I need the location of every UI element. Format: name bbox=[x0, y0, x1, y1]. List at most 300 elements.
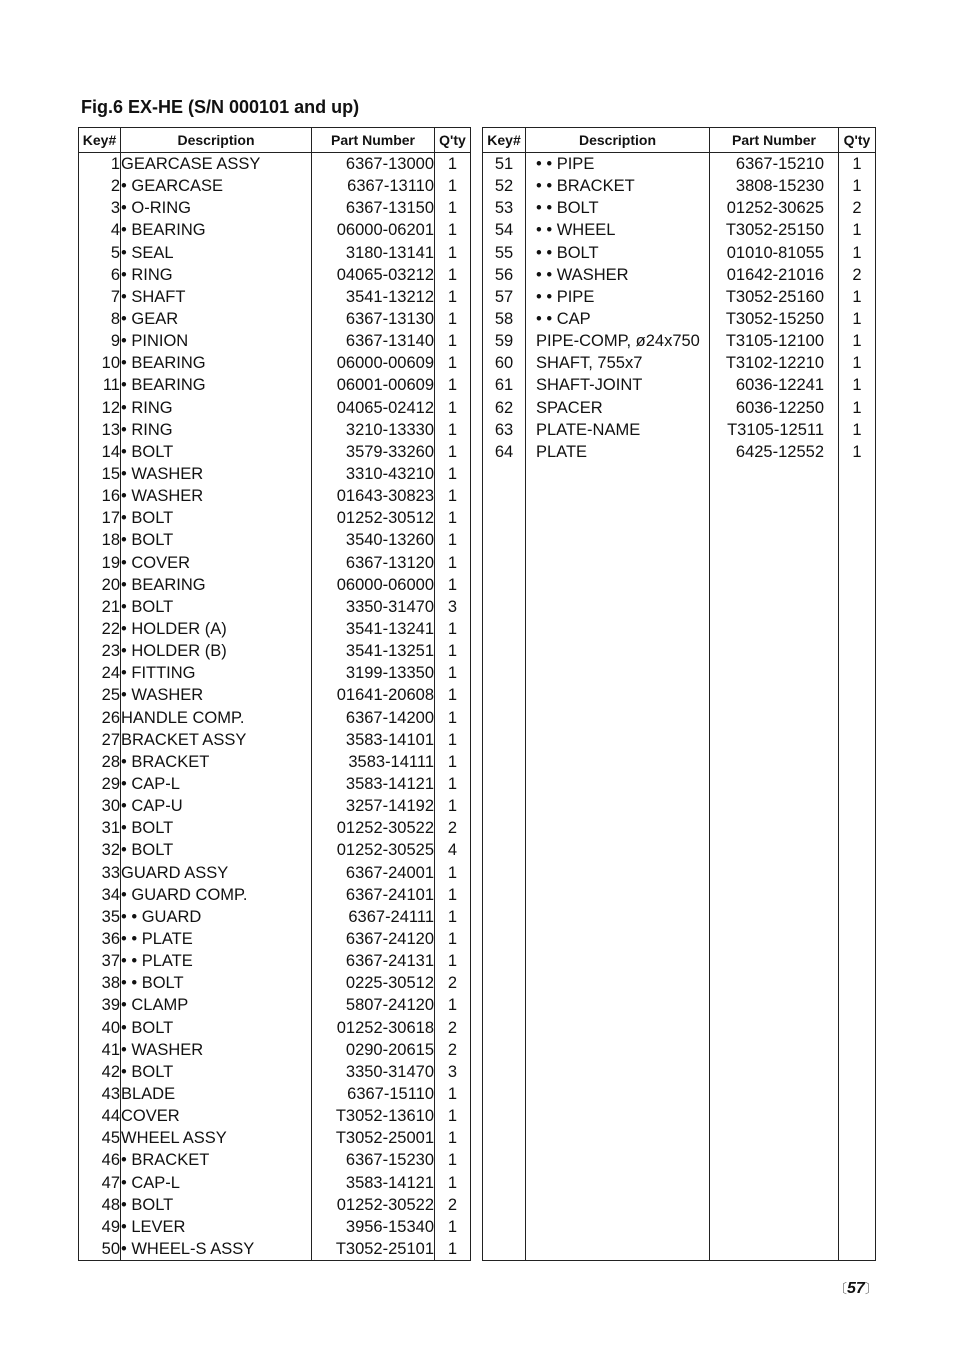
description-cell: • SEAL bbox=[121, 242, 312, 264]
key-cell: 33 bbox=[79, 862, 121, 884]
description-cell: PLATE bbox=[526, 441, 710, 463]
part-number-cell: 3579-33260 bbox=[312, 441, 435, 463]
page-bracket-close: 〕 bbox=[864, 1281, 878, 1296]
description-cell: • O-RING bbox=[121, 197, 312, 219]
part-number-cell: 3257-14192 bbox=[312, 795, 435, 817]
part-number-cell: 06000-00609 bbox=[312, 352, 435, 374]
table-row bbox=[79, 1061, 471, 1083]
description-cell: COVER bbox=[121, 1105, 312, 1127]
table-row bbox=[483, 397, 876, 419]
page-number-value: 57 bbox=[847, 1280, 865, 1297]
table-row bbox=[79, 1083, 471, 1105]
qty-cell: 1 bbox=[435, 153, 471, 176]
description-cell: • • WASHER bbox=[526, 264, 710, 286]
key-cell: 36 bbox=[79, 928, 121, 950]
description-cell: • • BRACKET bbox=[526, 175, 710, 197]
description-cell: • • GUARD bbox=[121, 906, 312, 928]
description-cell: • LEVER bbox=[121, 1216, 312, 1238]
table-row bbox=[79, 1216, 471, 1238]
key-cell: 50 bbox=[79, 1238, 121, 1261]
key-cell: 18 bbox=[79, 529, 121, 551]
part-number-cell: 6367-14200 bbox=[312, 707, 435, 729]
table-row bbox=[483, 219, 876, 241]
empty-cell bbox=[839, 463, 876, 1261]
description-cell: • BEARING bbox=[121, 352, 312, 374]
part-number-cell: 01642-21016 bbox=[710, 264, 839, 286]
description-cell: • BOLT bbox=[121, 1194, 312, 1216]
key-cell: 45 bbox=[79, 1127, 121, 1149]
table-row bbox=[79, 684, 471, 706]
qty-cell: 1 bbox=[435, 374, 471, 396]
qty-cell: 1 bbox=[435, 485, 471, 507]
part-number-cell: 3199-13350 bbox=[312, 662, 435, 684]
table-row bbox=[79, 751, 471, 773]
qty-cell: 1 bbox=[435, 994, 471, 1016]
key-cell: 51 bbox=[483, 153, 526, 176]
description-cell: • • BOLT bbox=[526, 197, 710, 219]
qty-cell: 2 bbox=[435, 972, 471, 994]
description-cell: • • PIPE bbox=[526, 153, 710, 176]
part-number-cell: T3052-25150 bbox=[710, 219, 839, 241]
key-cell: 56 bbox=[483, 264, 526, 286]
key-cell: 53 bbox=[483, 197, 526, 219]
description-cell: GUARD ASSY bbox=[121, 862, 312, 884]
key-cell: 46 bbox=[79, 1149, 121, 1171]
empty-cell bbox=[710, 463, 839, 1261]
key-cell: 17 bbox=[79, 507, 121, 529]
qty-cell: 1 bbox=[839, 374, 876, 396]
key-cell: 54 bbox=[483, 219, 526, 241]
table-row bbox=[79, 950, 471, 972]
empty-cell bbox=[526, 463, 710, 1261]
parts-table-right bbox=[482, 127, 876, 1261]
table-row bbox=[79, 1238, 471, 1261]
part-number-cell: 04065-03212 bbox=[312, 264, 435, 286]
table-row bbox=[79, 153, 471, 176]
description-cell: • BOLT bbox=[121, 596, 312, 618]
table-header-row bbox=[483, 128, 876, 153]
table-row bbox=[79, 1039, 471, 1061]
table-row bbox=[79, 884, 471, 906]
part-number-cell: 3350-31470 bbox=[312, 596, 435, 618]
table-row bbox=[483, 352, 876, 374]
table-row bbox=[79, 529, 471, 551]
description-cell: • BOLT bbox=[121, 507, 312, 529]
table-row bbox=[79, 441, 471, 463]
part-number-cell: 0290-20615 bbox=[312, 1039, 435, 1061]
description-cell: • • WHEEL bbox=[526, 219, 710, 241]
part-number-cell: T3105-12100 bbox=[710, 330, 839, 352]
part-number-cell: 6367-24101 bbox=[312, 884, 435, 906]
description-cell: BRACKET ASSY bbox=[121, 729, 312, 751]
description-cell: • WHEEL-S ASSY bbox=[121, 1238, 312, 1261]
part-number-cell: T3052-25160 bbox=[710, 286, 839, 308]
table-row bbox=[483, 419, 876, 441]
part-number-cell: 06000-06000 bbox=[312, 574, 435, 596]
key-cell: 42 bbox=[79, 1061, 121, 1083]
qty-cell: 1 bbox=[839, 419, 876, 441]
key-cell: 43 bbox=[79, 1083, 121, 1105]
qty-cell: 1 bbox=[435, 729, 471, 751]
part-number-cell: 6367-24120 bbox=[312, 928, 435, 950]
key-cell: 30 bbox=[79, 795, 121, 817]
description-cell: • GUARD COMP. bbox=[121, 884, 312, 906]
key-cell: 52 bbox=[483, 175, 526, 197]
key-cell: 15 bbox=[79, 463, 121, 485]
key-cell: 32 bbox=[79, 839, 121, 861]
part-number-cell: 3541-13251 bbox=[312, 640, 435, 662]
description-cell: • PINION bbox=[121, 330, 312, 352]
table-row bbox=[79, 618, 471, 640]
part-number-cell: 6367-13110 bbox=[312, 175, 435, 197]
table-row bbox=[79, 1194, 471, 1216]
key-cell: 16 bbox=[79, 485, 121, 507]
table-row bbox=[483, 242, 876, 264]
table-row bbox=[79, 397, 471, 419]
key-cell: 62 bbox=[483, 397, 526, 419]
key-cell: 20 bbox=[79, 574, 121, 596]
description-cell: • CAP-U bbox=[121, 795, 312, 817]
description-cell: • BRACKET bbox=[121, 751, 312, 773]
qty-cell: 1 bbox=[435, 219, 471, 241]
key-cell: 26 bbox=[79, 707, 121, 729]
table-row bbox=[483, 197, 876, 219]
part-number-cell: 3540-13260 bbox=[312, 529, 435, 551]
qty-cell: 1 bbox=[435, 242, 471, 264]
table-row bbox=[79, 574, 471, 596]
description-cell: • CLAMP bbox=[121, 994, 312, 1016]
part-number-cell: 01643-30823 bbox=[312, 485, 435, 507]
qty-cell: 1 bbox=[839, 352, 876, 374]
key-cell: 11 bbox=[79, 374, 121, 396]
header-part-number: Part Number bbox=[710, 128, 839, 153]
table-row bbox=[79, 662, 471, 684]
table-row bbox=[79, 286, 471, 308]
description-cell: • HOLDER (A) bbox=[121, 618, 312, 640]
description-cell: • RING bbox=[121, 264, 312, 286]
description-cell: • RING bbox=[121, 419, 312, 441]
empty-cell bbox=[483, 463, 526, 1261]
description-cell: • BOLT bbox=[121, 529, 312, 551]
description-cell: • FITTING bbox=[121, 662, 312, 684]
description-cell: • BEARING bbox=[121, 574, 312, 596]
key-cell: 37 bbox=[79, 950, 121, 972]
header-description: Description bbox=[121, 128, 312, 153]
qty-cell: 1 bbox=[435, 884, 471, 906]
key-cell: 3 bbox=[79, 197, 121, 219]
qty-cell: 1 bbox=[435, 308, 471, 330]
qty-cell: 1 bbox=[435, 1238, 471, 1261]
part-number-cell: 3583-14101 bbox=[312, 729, 435, 751]
description-cell: • • BOLT bbox=[526, 242, 710, 264]
description-cell: • BEARING bbox=[121, 374, 312, 396]
key-cell: 55 bbox=[483, 242, 526, 264]
key-cell: 44 bbox=[79, 1105, 121, 1127]
qty-cell: 1 bbox=[839, 308, 876, 330]
key-cell: 25 bbox=[79, 684, 121, 706]
key-cell: 38 bbox=[79, 972, 121, 994]
qty-cell: 1 bbox=[435, 928, 471, 950]
table-empty-space bbox=[483, 463, 876, 1261]
key-cell: 29 bbox=[79, 773, 121, 795]
table-row bbox=[79, 242, 471, 264]
part-number-cell: 01252-30512 bbox=[312, 507, 435, 529]
table-row bbox=[483, 330, 876, 352]
key-cell: 48 bbox=[79, 1194, 121, 1216]
qty-cell: 1 bbox=[839, 242, 876, 264]
table-row bbox=[483, 286, 876, 308]
table-header-row bbox=[79, 128, 471, 153]
part-number-cell: 6367-24131 bbox=[312, 950, 435, 972]
table-row bbox=[79, 707, 471, 729]
part-number-cell: 6367-13140 bbox=[312, 330, 435, 352]
description-cell: • WASHER bbox=[121, 485, 312, 507]
description-cell: • CAP-L bbox=[121, 1171, 312, 1193]
qty-cell: 1 bbox=[839, 219, 876, 241]
key-cell: 2 bbox=[79, 175, 121, 197]
header-key: Key# bbox=[483, 128, 526, 153]
part-number-cell: 6367-15110 bbox=[312, 1083, 435, 1105]
description-cell: PLATE-NAME bbox=[526, 419, 710, 441]
table-row bbox=[79, 773, 471, 795]
part-number-cell: 3180-13141 bbox=[312, 242, 435, 264]
key-cell: 9 bbox=[79, 330, 121, 352]
table-row bbox=[79, 463, 471, 485]
table-row bbox=[79, 352, 471, 374]
description-cell: • • BOLT bbox=[121, 972, 312, 994]
qty-cell: 1 bbox=[435, 1149, 471, 1171]
table-row bbox=[79, 994, 471, 1016]
key-cell: 13 bbox=[79, 419, 121, 441]
key-cell: 47 bbox=[79, 1171, 121, 1193]
qty-cell: 1 bbox=[839, 153, 876, 176]
qty-cell: 2 bbox=[435, 1016, 471, 1038]
key-cell: 14 bbox=[79, 441, 121, 463]
qty-cell: 1 bbox=[435, 773, 471, 795]
qty-cell: 1 bbox=[435, 707, 471, 729]
description-cell: • BOLT bbox=[121, 839, 312, 861]
key-cell: 60 bbox=[483, 352, 526, 374]
qty-cell: 1 bbox=[435, 751, 471, 773]
part-number-cell: 6367-13000 bbox=[312, 153, 435, 176]
header-part-number: Part Number bbox=[312, 128, 435, 153]
qty-cell: 1 bbox=[435, 1216, 471, 1238]
part-number-cell: 01252-30522 bbox=[312, 1194, 435, 1216]
part-number-cell: 0225-30512 bbox=[312, 972, 435, 994]
qty-cell: 1 bbox=[435, 529, 471, 551]
table-row bbox=[79, 175, 471, 197]
description-cell: • CAP-L bbox=[121, 773, 312, 795]
part-number-cell: T3052-25101 bbox=[312, 1238, 435, 1261]
description-cell: WHEEL ASSY bbox=[121, 1127, 312, 1149]
table-row bbox=[79, 729, 471, 751]
qty-cell: 2 bbox=[435, 817, 471, 839]
qty-cell: 2 bbox=[435, 1039, 471, 1061]
table-row bbox=[79, 552, 471, 574]
qty-cell: 1 bbox=[435, 950, 471, 972]
qty-cell: 1 bbox=[435, 330, 471, 352]
key-cell: 58 bbox=[483, 308, 526, 330]
qty-cell: 2 bbox=[839, 264, 876, 286]
key-cell: 59 bbox=[483, 330, 526, 352]
qty-cell: 1 bbox=[435, 1105, 471, 1127]
part-number-cell: 01010-81055 bbox=[710, 242, 839, 264]
table-row bbox=[79, 596, 471, 618]
qty-cell: 1 bbox=[435, 662, 471, 684]
part-number-cell: 01252-30618 bbox=[312, 1016, 435, 1038]
qty-cell: 1 bbox=[435, 574, 471, 596]
qty-cell: 1 bbox=[435, 862, 471, 884]
description-cell: BLADE bbox=[121, 1083, 312, 1105]
part-number-cell: T3102-12210 bbox=[710, 352, 839, 374]
table-row bbox=[79, 1016, 471, 1038]
part-number-cell: 3583-14121 bbox=[312, 773, 435, 795]
qty-cell: 4 bbox=[435, 839, 471, 861]
qty-cell: 1 bbox=[435, 197, 471, 219]
key-cell: 22 bbox=[79, 618, 121, 640]
key-cell: 21 bbox=[79, 596, 121, 618]
header-key: Key# bbox=[79, 128, 121, 153]
description-cell: • BRACKET bbox=[121, 1149, 312, 1171]
key-cell: 24 bbox=[79, 662, 121, 684]
part-number-cell: T3052-25001 bbox=[312, 1127, 435, 1149]
part-number-cell: 5807-24120 bbox=[312, 994, 435, 1016]
part-number-cell: 3583-14121 bbox=[312, 1171, 435, 1193]
table-row bbox=[79, 507, 471, 529]
key-cell: 39 bbox=[79, 994, 121, 1016]
qty-cell: 1 bbox=[435, 684, 471, 706]
description-cell: SHAFT, 755x7 bbox=[526, 352, 710, 374]
key-cell: 19 bbox=[79, 552, 121, 574]
table-row bbox=[79, 862, 471, 884]
description-cell: • BOLT bbox=[121, 817, 312, 839]
header-description: Description bbox=[526, 128, 710, 153]
description-cell: • BOLT bbox=[121, 441, 312, 463]
description-cell: • • PLATE bbox=[121, 928, 312, 950]
part-number-cell: 01641-20608 bbox=[312, 684, 435, 706]
table-row bbox=[483, 374, 876, 396]
qty-cell: 1 bbox=[435, 906, 471, 928]
table-row bbox=[483, 153, 876, 176]
key-cell: 40 bbox=[79, 1016, 121, 1038]
table-row bbox=[79, 485, 471, 507]
part-number-cell: 06000-06201 bbox=[312, 219, 435, 241]
part-number-cell: 01252-30522 bbox=[312, 817, 435, 839]
description-cell: HANDLE COMP. bbox=[121, 707, 312, 729]
qty-cell: 1 bbox=[435, 286, 471, 308]
key-cell: 7 bbox=[79, 286, 121, 308]
description-cell: • • PIPE bbox=[526, 286, 710, 308]
description-cell: • GEARCASE bbox=[121, 175, 312, 197]
qty-cell: 1 bbox=[435, 618, 471, 640]
table-row bbox=[79, 1127, 471, 1149]
description-cell: SPACER bbox=[526, 397, 710, 419]
key-cell: 49 bbox=[79, 1216, 121, 1238]
table-row bbox=[79, 972, 471, 994]
part-number-cell: T3105-12511 bbox=[710, 419, 839, 441]
description-cell: • WASHER bbox=[121, 684, 312, 706]
part-number-cell: 6367-15230 bbox=[312, 1149, 435, 1171]
part-number-cell: 3310-43210 bbox=[312, 463, 435, 485]
key-cell: 28 bbox=[79, 751, 121, 773]
description-cell: • GEAR bbox=[121, 308, 312, 330]
qty-cell: 1 bbox=[435, 1083, 471, 1105]
table-row bbox=[79, 1149, 471, 1171]
description-cell: • HOLDER (B) bbox=[121, 640, 312, 662]
qty-cell: 1 bbox=[839, 441, 876, 463]
qty-cell: 1 bbox=[435, 352, 471, 374]
table-row bbox=[79, 640, 471, 662]
qty-cell: 1 bbox=[435, 795, 471, 817]
table-row bbox=[79, 197, 471, 219]
page-bracket-open: 〔 bbox=[834, 1281, 848, 1296]
table-row bbox=[483, 175, 876, 197]
table-row bbox=[79, 817, 471, 839]
key-cell: 6 bbox=[79, 264, 121, 286]
part-number-cell: 6036-12241 bbox=[710, 374, 839, 396]
key-cell: 57 bbox=[483, 286, 526, 308]
qty-cell: 1 bbox=[435, 463, 471, 485]
key-cell: 64 bbox=[483, 441, 526, 463]
part-number-cell: 3541-13241 bbox=[312, 618, 435, 640]
qty-cell: 1 bbox=[435, 397, 471, 419]
description-cell: SHAFT-JOINT bbox=[526, 374, 710, 396]
part-number-cell: T3052-13610 bbox=[312, 1105, 435, 1127]
qty-cell: 1 bbox=[435, 264, 471, 286]
table-row bbox=[79, 1171, 471, 1193]
qty-cell: 1 bbox=[839, 175, 876, 197]
table-row bbox=[79, 795, 471, 817]
qty-cell: 1 bbox=[435, 640, 471, 662]
table-row bbox=[79, 419, 471, 441]
table-row bbox=[483, 264, 876, 286]
description-cell: PIPE-COMP, ø24x750 bbox=[526, 330, 710, 352]
part-number-cell: 6367-13150 bbox=[312, 197, 435, 219]
qty-cell: 1 bbox=[435, 441, 471, 463]
qty-cell: 1 bbox=[839, 286, 876, 308]
qty-cell: 2 bbox=[839, 197, 876, 219]
description-cell: • RING bbox=[121, 397, 312, 419]
description-cell: • SHAFT bbox=[121, 286, 312, 308]
description-cell: • • PLATE bbox=[121, 950, 312, 972]
header-qty: Q'ty bbox=[435, 128, 471, 153]
part-number-cell: 06001-00609 bbox=[312, 374, 435, 396]
table-row bbox=[79, 906, 471, 928]
description-cell: • COVER bbox=[121, 552, 312, 574]
table-row bbox=[79, 839, 471, 861]
part-number-cell: T3052-15250 bbox=[710, 308, 839, 330]
part-number-cell: 04065-02412 bbox=[312, 397, 435, 419]
part-number-cell: 01252-30625 bbox=[710, 197, 839, 219]
part-number-cell: 3350-31470 bbox=[312, 1061, 435, 1083]
part-number-cell: 6367-24001 bbox=[312, 862, 435, 884]
key-cell: 31 bbox=[79, 817, 121, 839]
description-cell: • BEARING bbox=[121, 219, 312, 241]
qty-cell: 3 bbox=[435, 596, 471, 618]
description-cell: GEARCASE ASSY bbox=[121, 153, 312, 176]
table-row bbox=[483, 441, 876, 463]
qty-cell: 1 bbox=[435, 175, 471, 197]
key-cell: 4 bbox=[79, 219, 121, 241]
description-cell: • BOLT bbox=[121, 1016, 312, 1038]
part-number-cell: 3541-13212 bbox=[312, 286, 435, 308]
key-cell: 34 bbox=[79, 884, 121, 906]
key-cell: 41 bbox=[79, 1039, 121, 1061]
table-row bbox=[79, 374, 471, 396]
qty-cell: 2 bbox=[435, 1194, 471, 1216]
qty-cell: 1 bbox=[435, 1127, 471, 1149]
qty-cell: 1 bbox=[839, 330, 876, 352]
